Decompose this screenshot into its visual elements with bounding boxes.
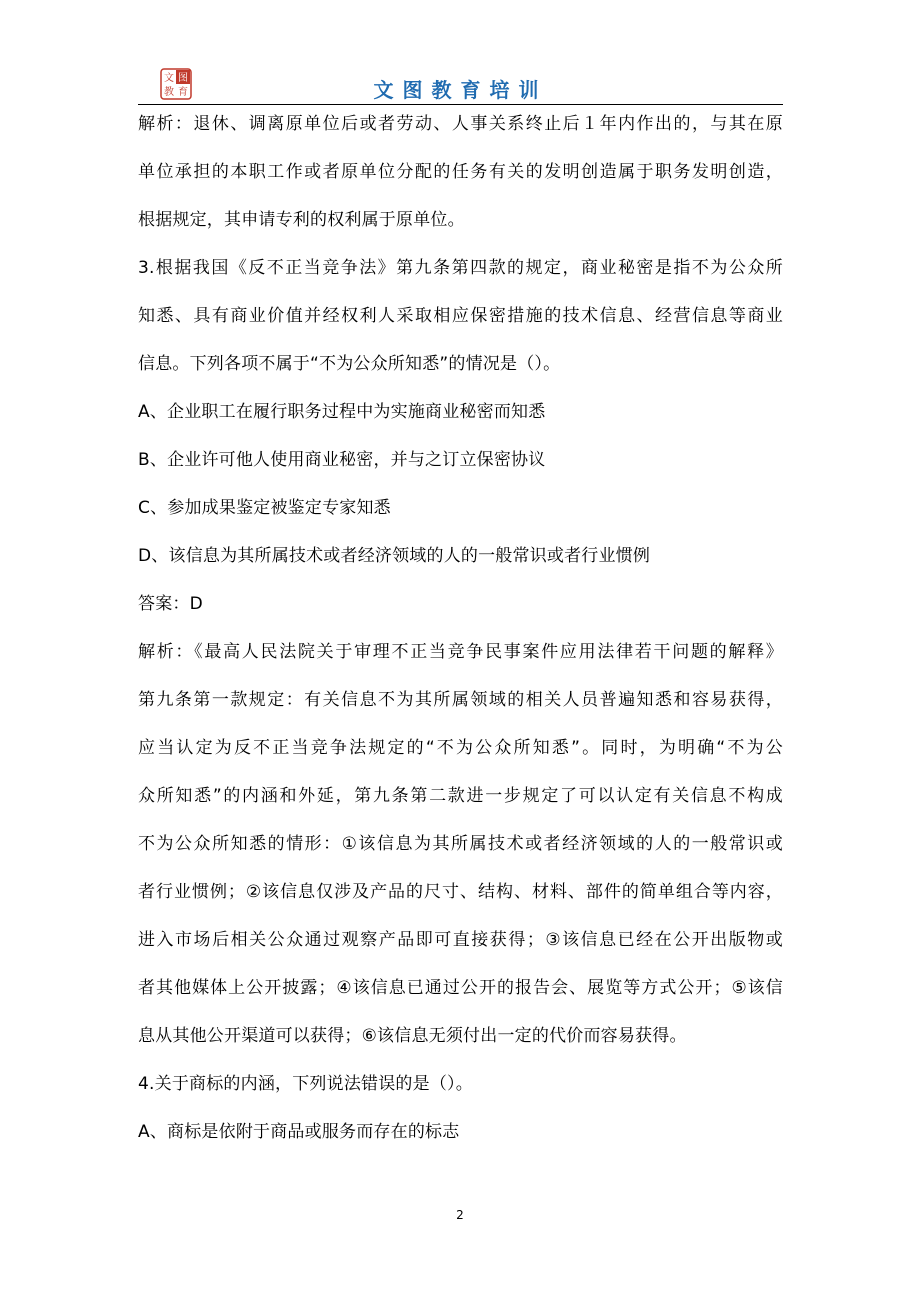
text-line: 解析：退休、调离原单位后或者劳动、人事关系终止后１年内作出的，与其在原	[138, 114, 783, 134]
svg-text:图: 图	[178, 73, 188, 84]
text-line: 单位承担的本职工作或者原单位分配的任务有关的发明创造属于职务发明创造，	[138, 162, 783, 182]
page-number: 2	[456, 1208, 464, 1222]
option-d: D、该信息为其所属技术或者经济领域的人的一般常识或者行业惯例	[138, 546, 651, 566]
header-title: 文图教育培训	[373, 78, 548, 102]
svg-text:教: 教	[164, 87, 174, 98]
analysis-line: 解析：《最高人民法院关于审理不正当竞争民事案件应用法律若干问题的解释》	[138, 642, 783, 662]
option-b: B、企业许可他人使用商业秘密，并与之订立保密协议	[138, 450, 546, 470]
page-header	[138, 62, 783, 106]
text-line: 信息。下列各项不属于“不为公众所知悉”的情况是（）。	[138, 354, 561, 374]
question-4-line: 4.关于商标的内涵，下列说法错误的是（）。	[138, 1074, 473, 1094]
question-3-line: 3.根据我国《反不正当竞争法》第九条第四款的规定，商业秘密是指不为公众所	[138, 258, 783, 278]
svg-text:育: 育	[178, 87, 188, 98]
text-line: 第九条第一款规定：有关信息不为其所属领域的相关人员普遍知悉和容易获得，	[138, 690, 783, 710]
document-body	[138, 112, 783, 1168]
text-line: 应当认定为反不正当竞争法规定的“不为公众所知悉”。同时，为明确“不为公	[138, 738, 783, 758]
svg-text:文: 文	[164, 73, 174, 84]
text-line: 众所知悉”的内涵和外延，第九条第二款进一步规定了可以认定有关信息不构成	[138, 786, 783, 806]
text-line: 者其他媒体上公开披露；④该信息已通过公开的报告会、展览等方式公开；⑤该信	[138, 978, 783, 998]
text-line: 者行业惯例；②该信息仅涉及产品的尺寸、结构、材料、部件的简单组合等内容，	[138, 882, 783, 902]
header-divider	[138, 104, 783, 105]
option-a: A、企业职工在履行职务过程中为实施商业秘密而知悉	[138, 402, 546, 422]
text-line: 息从其他公开渠道可以获得；⑥该信息无须付出一定的代价而容易获得。	[138, 1026, 687, 1046]
answer-line: 答案：D	[138, 594, 203, 614]
text-line: 根据规定，其申请专利的权利属于原单位。	[138, 210, 465, 230]
text-line: 进入市场后相关公众通过观察产品即可直接获得；③该信息已经在公开出版物或	[138, 930, 783, 950]
option-a: A、商标是依附于商品或服务而存在的标志	[138, 1122, 460, 1142]
option-c: C、参加成果鉴定被鉴定专家知悉	[138, 498, 391, 518]
text-line: 不为公众所知悉的情形：①该信息为其所属技术或者经济领域的人的一般常识或	[138, 834, 783, 854]
text-line: 知悉、具有商业价值并经权利人采取相应保密措施的技术信息、经营信息等商业	[138, 306, 783, 326]
